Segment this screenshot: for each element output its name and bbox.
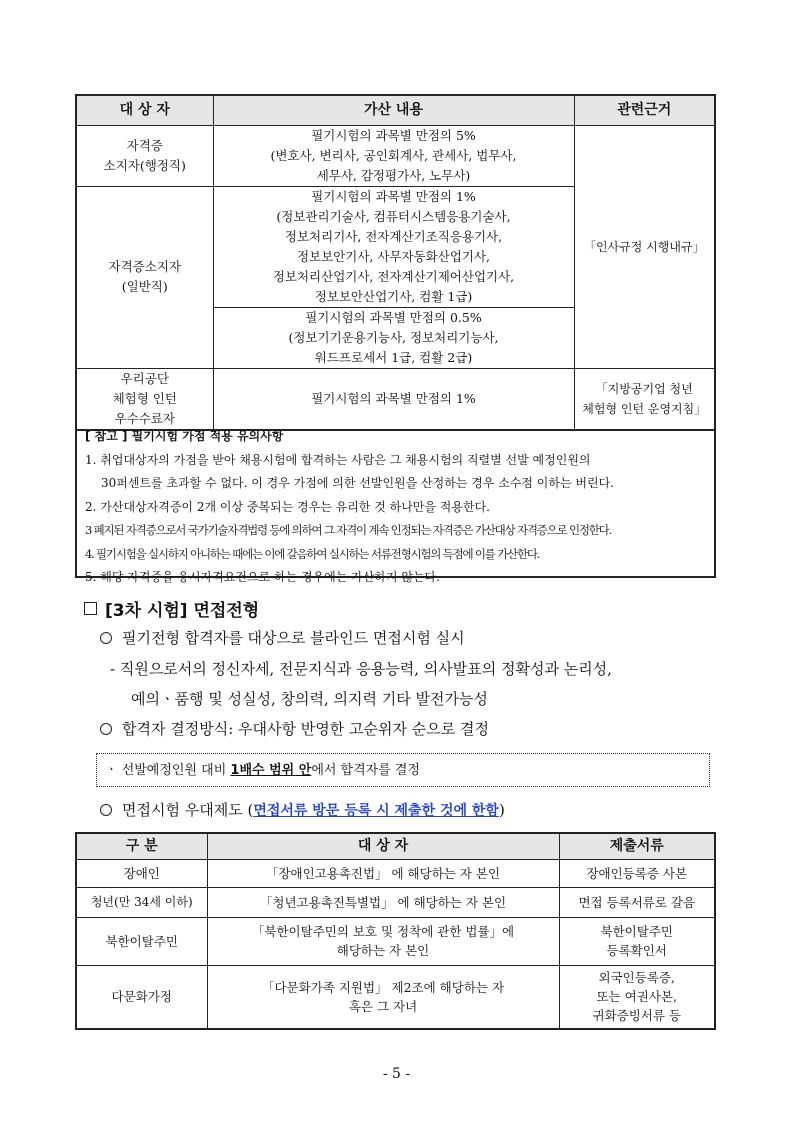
cell-target: 자격증소지자 (일반직): [76, 186, 213, 368]
cell-content: 필기시험의 과목별 만점의 0.5% (정보기기운용기능사, 정보처리기능사, 워드프로세서 1급, 컴활 2급): [213, 307, 574, 368]
circle-bullet-icon: [100, 632, 112, 644]
header-documents: 제출서류: [559, 833, 715, 859]
section-heading: [84, 596, 259, 621]
cell-documents: 면접 등록서류로 갈음: [559, 887, 715, 917]
note-line: 1. 취업대상자의 가점을 받아 채용시험에 합격하는 사람은 그 채용시험의 직렬별 선발 예정인원의: [85, 452, 591, 467]
cell-category: 장애인: [76, 859, 207, 887]
section-title: [3차 시험] 면접전형: [105, 601, 260, 621]
note-line: 3 폐지된 자격증으로서 국가기술자격법령 등에 의하여 그 자격이 계속 인정되는 자격증은 가산대상 자격증으로 인정한다.: [85, 523, 612, 537]
cell-category: 북한이탈주민: [76, 917, 207, 965]
cell-target: 「다문화가족 지원법」 제2조에 해당하는 자 혹은 그 자녀: [207, 965, 559, 1029]
note-line: 5. 해당 자격증을 응시자격요건으로 하는 경우에는 가산하지 않는다.: [85, 570, 440, 584]
reference-notes: [75, 423, 716, 584]
square-bullet-icon: [84, 602, 97, 615]
cell-target: 자격증 소지자(행정직): [76, 125, 213, 186]
bullet-item: 면접시험 우대제도 (면접서류 방문 등록 시 제출한 것에 한함): [100, 799, 505, 820]
cell-target: 우리공단 체험형 인턴 우수수료자: [76, 368, 213, 430]
page-number: - 5 -: [382, 1066, 411, 1082]
cell-target: 「장애인고용촉진법」 에 해당하는 자 본인: [207, 859, 559, 887]
cell-category: 다문화가정: [76, 965, 207, 1029]
note-line: 4. 필기시험을 실시하지 아니하는 때에는 이에 갈음하여 실시하는 서류전형시험의 득점에 이를 가산한다.: [85, 546, 540, 561]
bonus-points-table: [75, 94, 716, 431]
cell-content: 필기시험의 과목별 만점의 1%: [213, 368, 574, 430]
note-line: 2. 가산대상자격증이 2개 이상 중복되는 경우는 유리한 것 하나만을 적용한다.: [85, 499, 490, 514]
bullet-item: 필기전형 합격자를 대상으로 블라인드 면접시험 실시: [100, 627, 465, 648]
circle-bullet-icon: [100, 804, 112, 816]
cell-content: 필기시험의 과목별 만점의 5% (변호사, 변리사, 공인회계사, 관세사, 법무사, 세무사, 감정평가사, 노무사): [213, 125, 574, 186]
header-target: 대 상 자: [76, 95, 213, 125]
cell-basis: 「인사규정 시행내규」: [574, 125, 715, 368]
cell-target: 「청년고용촉진특별법」 에 해당하는 자 본인: [207, 887, 559, 917]
header-basis: 관련근거: [574, 95, 715, 125]
selection-note-box: ㆍ 선발예정인원 대비 1배수 범위 안에서 합격자를 결정: [96, 753, 710, 787]
sub-item: - 직원으로서의 정신자세, 전문지식과 응용능력, 의사발표의 정확성과 논리성,: [110, 660, 612, 678]
cell-documents: 외국인등록증, 또는 여권사본, 귀화증빙서류 등: [559, 965, 715, 1029]
header-content: 가산 내용: [213, 95, 574, 125]
bullet-item: 합격자 결정방식: 우대사항 반영한 고순위자 순으로 결정: [100, 718, 489, 739]
header-target: 대 상 자: [207, 833, 559, 859]
note-line: 30퍼센트를 초과할 수 없다. 이 경우 가점에 의한 선발인원을 산정하는 경우 소수점 이하는 버린다.: [101, 476, 614, 490]
cell-documents: 장애인등록증 사본: [559, 859, 715, 887]
interview-preference-table: [75, 832, 716, 1030]
cell-target: 「북한이탈주민의 보호 및 정착에 관한 법률」에 해당하는 자 본인: [207, 917, 559, 965]
header-category: 구 분: [76, 833, 207, 859]
sub-item: 예의ㆍ품행 및 성실성, 창의력, 의지력 기타 발전가능성: [131, 690, 488, 708]
submission-condition-link: 면접서류 방문 등록 시 제출한 것에 한함: [253, 803, 499, 819]
cell-basis: 「지방공기업 청년 체험형 인턴 운영지침」: [574, 368, 715, 430]
cell-documents: 북한이탈주민 등록확인서: [559, 917, 715, 965]
circle-bullet-icon: [100, 723, 112, 735]
cell-category: 청년(만 34세 이하): [76, 887, 207, 917]
cell-content: 필기시험의 과목별 만점의 1% (정보관리기술사, 컴퓨터시스템응용기술사, 정보처리기사, 전자계산기조직응용기사, 정보보안기사, 사무자동화산업기사, 정보처리산업기사, 전자계산기제어산업기사, 정보보안산업기사, 컴활 1급): [213, 186, 574, 307]
note-heading: [ 참고 ] 필기시험 가점 적용 유의사항: [85, 429, 284, 443]
